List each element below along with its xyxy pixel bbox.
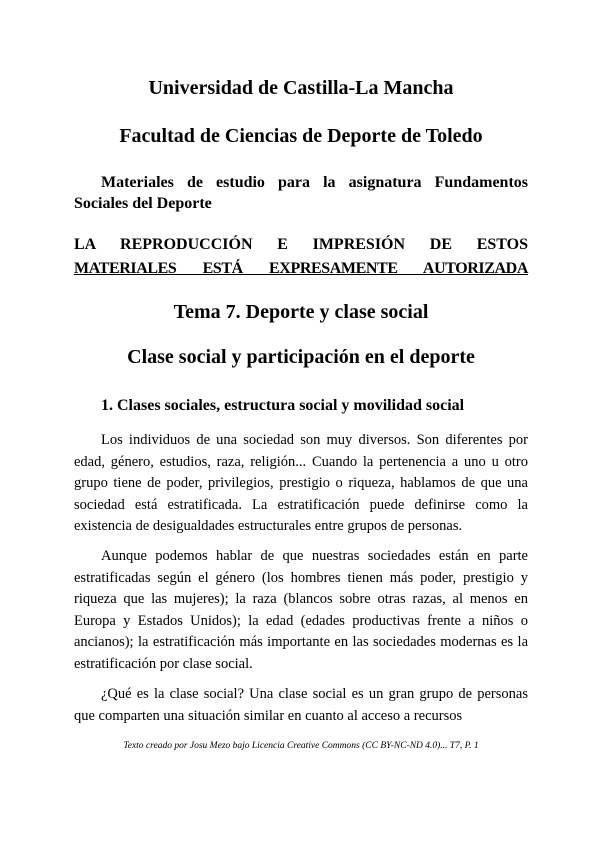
topic-title: Tema 7. Deporte y clase social (173, 301, 429, 323)
topic-subtitle: Clase social y participación en el deporte (127, 346, 475, 368)
reproduction-notice-line1: LA REPRODUCCIÓN E IMPRESIÓN DE ESTOS (74, 236, 528, 253)
section-heading: 1. Clases sociales, estructura social y movilidad social (101, 397, 465, 414)
university-title: Universidad de Castilla-La Mancha (148, 77, 454, 99)
paragraph: Los individuos de una sociedad son muy diversos. Son diferentes por edad, género, estudios, raza, religión... Cuando la pertenencia a uno u otro grupo tiene de poder, privilegios, prestigio o riqueza, hablamos de que una sociedad está estratificada. La estratificación puede definirse como la existencia de desigualdades estructurales entre grupos de personas. (74, 432, 528, 534)
paragraph: Aunque podemos hablar de que nuestras sociedades están en parte estratificadas según el género (los hombres tienen más poder, prestigio y riqueza que las mujeres); la raza (blancos sobre otras razas, al menos en Europa y Estados Unidos); la edad (edades productivas frente a niños o ancianos); la estratificación más importante en las sociedades modernas es la estratificación por clase social. (74, 548, 528, 672)
paragraph: ¿Qué es la clase social? Una clase social es un gran grupo de personas que comparten una situación similar en cuanto al acceso a recursos (74, 686, 528, 724)
page-footer: Texto creado por Josu Mezo bajo Licencia Creative Commons (CC BY-NC-ND 4.0)... T7, P. 1 (123, 741, 479, 751)
reproduction-notice-line2: MATERIALES ESTÁ EXPRESAMENTE AUTORIZADA (74, 260, 528, 277)
faculty-title: Facultad de Ciencias de Deporte de Toledo (119, 125, 483, 147)
course-materials-line: Materiales de estudio para la asignatura Fundamentos Sociales del Deporte (74, 174, 528, 212)
